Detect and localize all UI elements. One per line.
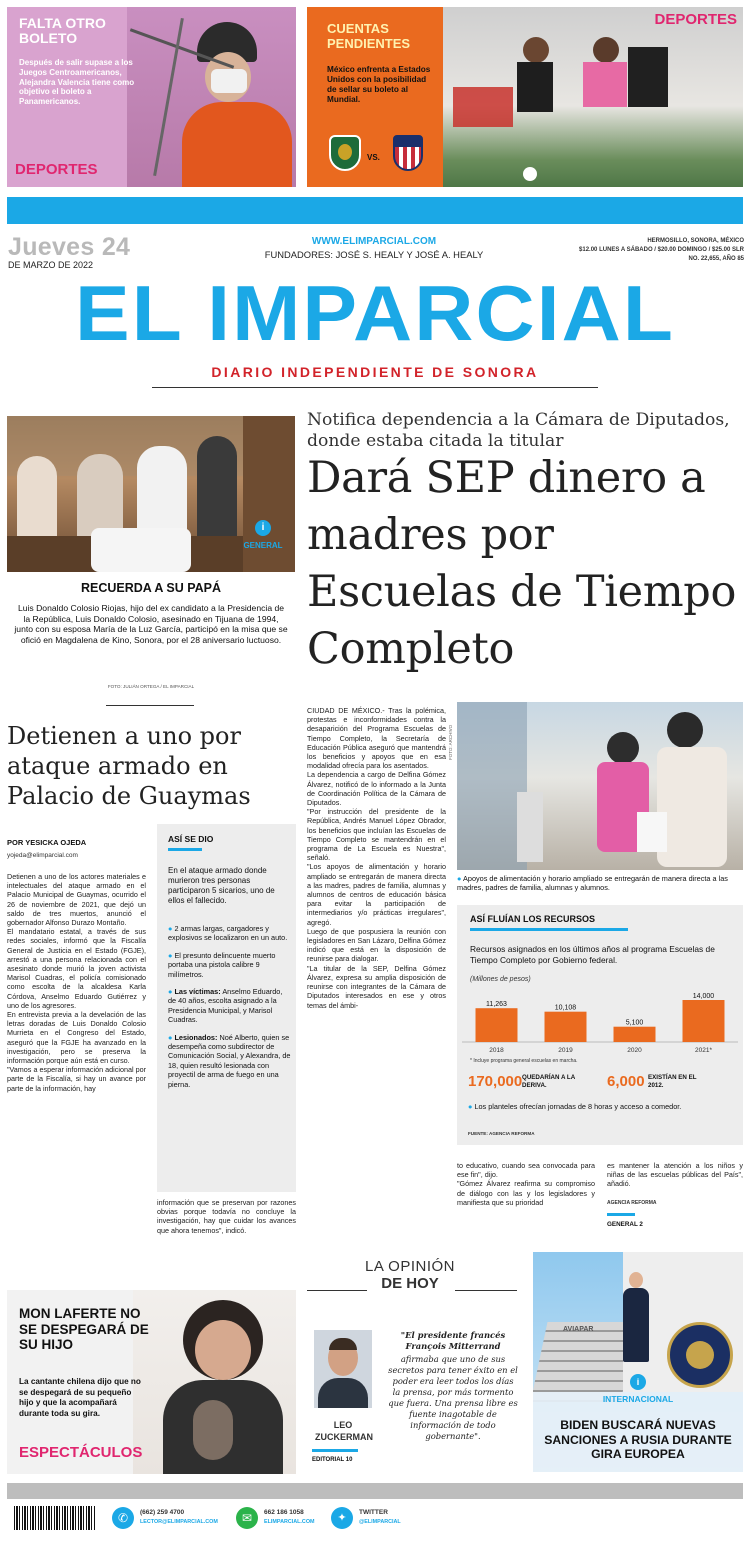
sidebar-item bbox=[168, 1033, 292, 1089]
opinion-page-ref[interactable]: EDITORIAL 10 bbox=[312, 1457, 353, 1463]
teaser-right-photo bbox=[443, 7, 743, 187]
sidebar-bullet-icon: ● bbox=[168, 924, 175, 933]
photo-story-credit: FOTO: JULIÁN ORTEGA / EL IMPARCIAL bbox=[107, 684, 195, 689]
sidebar-item-lead: Las víctimas: bbox=[174, 987, 221, 997]
bottom-right-teaser[interactable] bbox=[533, 1252, 743, 1472]
sidebar-bullet-icon: ● bbox=[168, 987, 175, 997]
masthead-website[interactable]: WWW.ELIMPARCIAL.COM bbox=[311, 236, 437, 247]
barcode bbox=[14, 1506, 96, 1530]
chart-title: ASÍ FLUÍAN LOS RECURSOS bbox=[470, 914, 596, 924]
opinion-rule bbox=[455, 1290, 517, 1291]
lead-jump-bar bbox=[607, 1213, 635, 1216]
opinion-author-bar bbox=[312, 1449, 358, 1452]
chart-note bbox=[468, 1102, 734, 1111]
footer-twitter-label: TWITTER bbox=[359, 1509, 388, 1516]
sidebar-title-bar bbox=[168, 848, 202, 851]
sidebar-bullet-icon: ● bbox=[168, 1032, 175, 1042]
sidebar-item-text: El presunto delincuente muerto portaba una pistola calibre 9 milímetros. bbox=[168, 950, 276, 979]
sidebar-item-lead: Lesionados: bbox=[174, 1032, 218, 1042]
photo-story-caption: Luis Donaldo Colosio Riojas, hijo del ex candidato a la Presidencia de la República, Luis Donaldo Colosio, asesinado en Tijuana de 1994, junto con su esposa María de la Luz García, participó en la misa que se ofició en Magdalena de Kino, Sonora, por el 28 aniversario luctuoso. bbox=[14, 603, 288, 645]
lead-photo-caption bbox=[457, 874, 743, 893]
teaser-right-section: DEPORTES bbox=[654, 11, 737, 28]
teaser-right-vs: VS. bbox=[367, 153, 380, 162]
chart-source: FUENTE: AGENCIA REFORMA bbox=[468, 1131, 535, 1136]
mexico-crest-icon bbox=[329, 135, 361, 171]
masthead-day: Jueves 24 bbox=[8, 233, 131, 261]
chart-category-label: 2020 bbox=[627, 1047, 642, 1054]
chart-footnote: * Incluye programa general escuelas en marcha. bbox=[470, 1058, 578, 1064]
sidebar-item-text: Anselmo Eduardo, de 40 años, escolta asignado a la Presidencia Municipal, y Marisol Cuadras. bbox=[168, 987, 283, 1025]
top-teaser-left[interactable] bbox=[7, 7, 296, 187]
footer-whatsapp-label: 662 186 1058 bbox=[264, 1509, 304, 1516]
sidebar-item-text: Noé Alberto, quien se desempeña como subdirector de Comunicación Social, y Alexandra, de 18, quien resultó lesionada con proyectil de arma de fuego en una pierna. bbox=[168, 1032, 291, 1089]
opinion-label-line2: DE HOY bbox=[381, 1275, 439, 1292]
teaser-left-section: DEPORTES bbox=[15, 161, 98, 178]
opinion-quote: afirmaba que uno de sus secretos para tener éxito en el poder era leer todos los días la prensa, por más tormento que fuera. Una prensa libre es fuente inagotable de información de todo gobernante". bbox=[388, 1354, 518, 1441]
footer-phone[interactable] bbox=[112, 1506, 232, 1532]
opinion-label-line1: LA OPINIÓN bbox=[364, 1258, 456, 1275]
footer-whatsapp[interactable] bbox=[236, 1506, 336, 1532]
caption-bullet-icon: ● bbox=[457, 874, 464, 883]
second-body: Detienen a uno de los actores materiales e intelectuales del ataque armado en el Palacio Municipal de Guaymas, ocurrido el 26 de noviembre de 2021, que dejó un saldo de tres muertos, anunció el gobernador Alfonso Durazo Montaño. El mandatario estatal, a través de sus redes sociales, informó que la Fiscalía General de Justicia en el Estado (FGJE), arrestó a una persona relacionada con el asesinato donde murió la joven activista Marisol Cuadras, el policía comisionado como escolta de la alcaldesa Karla Córdova, Anselmo Eduardo Gutiérrez y uno de los agresores. En entrevista previa a la develación de las letras doradas de Luis Donaldo Colosio Murrieta en el Congreso del Estado, aseguró que la FGJE ha avanzado en la investigación, pero se preserva la información porque aún está en curso. "Vamos a esperar información adicional por parte de la Fiscalía, si hay un avance por parte de la información, hay bbox=[7, 872, 146, 1093]
bottom-left-title: MON LAFERTE NO SE DESPEGARÁ DE SU HIJO bbox=[19, 1306, 149, 1352]
chart-bar-2021 bbox=[683, 1000, 725, 1042]
masthead-rule bbox=[152, 387, 598, 388]
lead-photo-credit: FOTO: ARCHIVO bbox=[448, 724, 453, 760]
chart-value-label: 14,000 bbox=[692, 993, 715, 1000]
chart-category-label: 2018 bbox=[489, 1047, 504, 1054]
opinion-quote-intro: "El presidente francés François Mitterrand bbox=[400, 1330, 506, 1351]
bottom-right-headline: BIDEN BUSCARÁ NUEVAS SANCIONES A RUSIA DURANTE GIRA EUROPEA bbox=[544, 1418, 732, 1461]
bottom-right-plane-text: AVIAPAR bbox=[563, 1326, 594, 1333]
top-teaser-right[interactable] bbox=[307, 7, 743, 187]
note-bullet-icon: ● bbox=[468, 1102, 475, 1111]
usa-crest-icon bbox=[393, 135, 423, 171]
chart-stat2-text: EXISTÍAN EN EL 2012. bbox=[648, 1074, 697, 1089]
bottom-left-section: ESPECTÁCULOS bbox=[19, 1444, 143, 1461]
chart-bar-2020 bbox=[614, 1027, 656, 1042]
lead-kicker: Notifica dependencia a la Cámara de Diputados, donde estaba citada la titular bbox=[307, 410, 730, 451]
chart-svg bbox=[462, 984, 738, 1056]
chart-stat1-value: 170,000 bbox=[468, 1073, 523, 1090]
general-section-label: GENERAL bbox=[243, 541, 283, 550]
photo-story-title: RECUERDA A SU PAPÁ bbox=[80, 581, 222, 595]
chart-ylabel: (Millones de pesos) bbox=[470, 976, 531, 983]
author-photo bbox=[314, 1330, 372, 1408]
chart-stat2-value: 6,000 bbox=[607, 1073, 645, 1090]
lead-jump[interactable]: GENERAL 2 bbox=[607, 1221, 643, 1228]
chart-bar-2018 bbox=[476, 1008, 518, 1042]
footer-whatsapp-sub: ELIMPARCIAL.COM bbox=[264, 1519, 315, 1525]
bottom-left-teaser[interactable] bbox=[7, 1290, 296, 1474]
second-body-end: información que se preservan por razones obvias porque todavía no concluye la investigación, hay que cuidar los avances que ahora tenemos", indicó. bbox=[157, 1198, 296, 1235]
teaser-left-body: Después de salir supase a los Juegos Centroamericanos, Alejandra Valencia tiene como objetivo el boleto a Panamericanos. bbox=[19, 58, 135, 107]
biden-figure bbox=[621, 1272, 651, 1362]
divider bbox=[106, 705, 194, 706]
masthead-founders: FUNDADORES: JOSÉ S. HEALY Y JOSÉ A. HEALY bbox=[264, 249, 484, 260]
students-photo bbox=[457, 702, 743, 870]
sidebar-item bbox=[168, 987, 292, 1025]
presidential-seal-icon bbox=[667, 1322, 733, 1388]
bottom-right-section: INTERNACIONAL bbox=[602, 1394, 674, 1404]
footer-twitter-sub: @ELIMPARCIAL bbox=[359, 1519, 401, 1525]
globe-icon: i bbox=[630, 1374, 646, 1390]
sidebar-intro: En el ataque armado donde murieron tres personas participaron 5 sicarios, uno de ellos el fallecido. bbox=[168, 866, 275, 905]
phone-icon: ✆ bbox=[112, 1507, 134, 1529]
footer-phone-label: (662) 259 4700 bbox=[140, 1509, 185, 1516]
chart-category-label: 2019 bbox=[558, 1047, 573, 1054]
top-color-bar bbox=[7, 197, 743, 224]
sidebar-title: ASÍ SE DIO bbox=[168, 834, 214, 844]
opinion-author-last: ZUCKERMAN bbox=[315, 1432, 373, 1442]
masthead-location: HERMOSILLO, SONORA, MÉXICO bbox=[647, 238, 744, 244]
sidebar-item bbox=[168, 951, 292, 979]
lead-body-col3: es mantener la atención a los niños y niñas de las escuelas públicas del País", añadió. bbox=[607, 1161, 743, 1189]
lead-body-col2: to educativo, cuando sea convocada para ese fin", dijo. "Gómez Álvarez reafirma su compromiso de diálogo con las y los legisladores y manifiesta que su prioridad bbox=[457, 1161, 595, 1207]
footer-twitter[interactable] bbox=[331, 1506, 431, 1532]
second-headline[interactable]: Detienen a uno por ataque armado en Palacio de Guaymas bbox=[7, 722, 251, 810]
sidebar-bullet-icon: ● bbox=[168, 950, 175, 960]
chart-title-bar bbox=[470, 928, 628, 931]
chart-note-text: Los planteles ofrecían jornadas de 8 horas y acceso a comedor. bbox=[474, 1102, 682, 1111]
chart-value-label: 11,263 bbox=[486, 1001, 507, 1009]
second-byline: POR YESICKA OJEDA bbox=[7, 838, 87, 847]
chart-value-label: 5,100 bbox=[625, 1019, 644, 1027]
sidebar-item-text: 2 armas largas, cargadores y explosivos se localizaron en un auto. bbox=[168, 924, 288, 943]
masthead-tagline: DIARIO INDEPENDIENTE DE SONORA bbox=[211, 364, 539, 380]
bottom-left-body: La cantante chilena dijo que no se despegará de su pequeño hijo y que la acompañará durante toda su gira. bbox=[19, 1377, 141, 1418]
mon-laferte-photo bbox=[133, 1290, 296, 1474]
teaser-right-body: México enfrenta a Estados Unidos con la posibilidad de sellar su boleto al Mundial. bbox=[327, 65, 431, 104]
chart-category-label: 2021* bbox=[695, 1047, 712, 1054]
lead-headline[interactable]: Dará SEP dinero a madres por Escuelas de Tiempo Completo bbox=[307, 453, 737, 674]
whatsapp-icon: ✉ bbox=[236, 1507, 258, 1529]
second-email[interactable]: yojeda@elimparcial.com bbox=[7, 852, 78, 859]
masthead-date: DE MARZO DE 2022 bbox=[8, 260, 94, 270]
teaser-right-title: CUENTAS PENDIENTES bbox=[327, 21, 411, 51]
opinion-author-first: LEO bbox=[333, 1420, 353, 1430]
chart-subtitle: Recursos asignados en los últimos años al programa Escuelas de Tiempo Completo por Gobierno federal. bbox=[470, 944, 715, 965]
lead-agency: AGENCIA REFORMA bbox=[607, 1200, 657, 1206]
teaser-left-photo bbox=[127, 7, 296, 187]
lead-body-col1: CIUDAD DE MÉXICO.- Tras la polémica, protestas e inconformidades contra la desaparición del Programa Escuelas de Tiempo Completo, la Secretaría de Educación Pública aseguró que mantendrá los beneficios y apoyos que en esa modalidad ofrecía para los asentados. La dependencia a cargo de Delfina Gómez Álvarez, notificó de lo informado a la Junta de Coordinación Política de la Cámara de Diputados. "Por instrucción del presidente de la República, Andrés Manuel López Obrador, los beneficios que incluían las Escuelas de Tiempo Completo se mantendrán en el programa de La Escuela es Nuestra", señaló. "Los apoyos de alimentación y horario ampliado se entregarán de manera directa a las madres, padres de familia, alumnas y alumnos de centros de educación básica para evitar la participación de intermediarios y/o prácticas irregulares", agregó. Luego de que pospusiera la reunión con legisladores en San Lázaro, Delfina Gómez indicó que está en la disposición de reunirse para dialogar. "La titular de la SEP, Delfina Gómez Álvarez, expresa su amplia disposición de reunirse con integrantes de la Cámara de Diputados interesados en ese y otros temas del ámbi- bbox=[307, 706, 446, 1010]
general-section-badge[interactable] bbox=[238, 520, 288, 550]
opinion-rule bbox=[307, 1290, 367, 1291]
twitter-icon: ✦ bbox=[331, 1507, 353, 1529]
masthead-issue: NO. 22,655, AÑO 85 bbox=[688, 256, 744, 262]
chart-stat1-text: QUEDARÍAN A LA DERIVA. bbox=[522, 1074, 575, 1089]
lead-photo-caption-text: Apoyos de alimentación y horario ampliado se entregarán de manera directa a las madres, padres de familia, alumnas y alumnos. bbox=[457, 874, 728, 893]
teaser-left-title: FALTA OTRO BOLETO bbox=[19, 15, 106, 46]
masthead-price: $12.00 LUNES A SÁBADO / $20.00 DOMINGO / $25.00 SLR bbox=[579, 247, 744, 253]
footer-phone-sub: LECTOR@ELIMPARCIAL.COM bbox=[140, 1519, 218, 1525]
chart-value-label: 10,108 bbox=[554, 1004, 577, 1012]
info-icon: i bbox=[255, 520, 271, 536]
masthead-logo[interactable]: EL IMPARCIAL bbox=[74, 269, 676, 357]
sidebar-item bbox=[168, 924, 292, 943]
chart-bar-2019 bbox=[545, 1012, 587, 1042]
footer-bar bbox=[7, 1483, 743, 1499]
sidebar-list bbox=[168, 924, 292, 1089]
